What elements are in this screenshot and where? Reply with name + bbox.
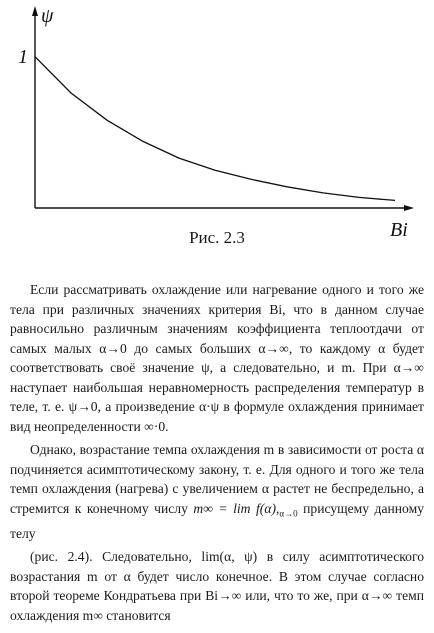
- y-tick-label: 1: [18, 46, 28, 68]
- figure: [0, 0, 434, 262]
- formula: [193, 500, 298, 519]
- body-text: [10, 280, 424, 629]
- figure-caption: Рис. 2.3: [189, 228, 245, 247]
- formula-sub: α→0: [279, 508, 298, 519]
- psi-curve: [35, 57, 395, 201]
- x-axis-arrow: [404, 205, 414, 211]
- paragraph-2-tail: присущему данному телу: [10, 500, 424, 541]
- paragraph-2-text: Однако, возрастание темпа охлаждения m в зависимости от роста α подчиняется асимптотическому закону, т. е. Для одного и того же тела темп охлаждения (нагрева) с увеличением α растет не беспредельно, а стремится к конечному числу: [10, 442, 424, 516]
- y-axis-label: ψ: [41, 5, 54, 27]
- formula-text: m∞ = lim f(α),: [193, 500, 280, 516]
- chart-svg: [0, 0, 434, 262]
- paragraph-3: (рис. 2.4). Следовательно, lim(α, ψ) в силу асимптотического возрастания m от α будет число конечное. В этом случае согласно второй теореме Кондратьева при Bi→∞ или, что то же, при α→∞ темп охлаждения m∞ становится: [10, 549, 424, 623]
- curve-group: [35, 57, 395, 201]
- x-axis-label: Bi: [390, 219, 408, 241]
- paragraph-1: Если рассматривать охлаждение или нагревание одного и того же тела при различных значениях критерия Bi, что в данном случае равносильно различным значениям коэффициента теплоотдачи от самых малых α→0 до самых больших α→∞, то каждому α будет соответствовать своё значение ψ, а следовательно, и m. При α→∞ наступает наибольшая неравномерность распределения температур в теле, т. е. ψ→0, а произведение α·ψ в формуле охлаждения принимает вид неопределенности ∞·0.: [10, 282, 424, 434]
- y-axis-arrow: [32, 6, 38, 16]
- paragraph-2: [10, 440, 424, 543]
